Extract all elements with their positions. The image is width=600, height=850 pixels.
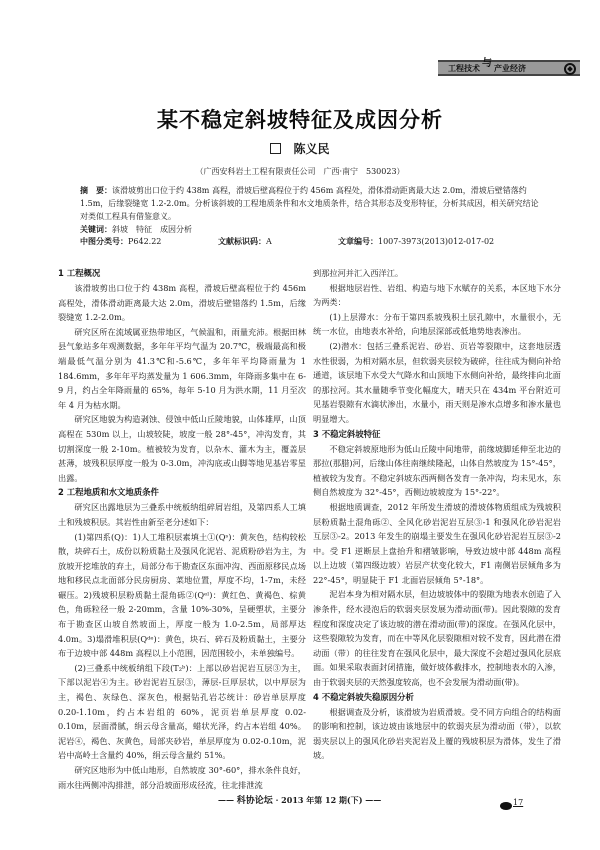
page-number-value: 17 [513, 798, 524, 807]
doc-code-label: 文献标识码： [218, 237, 266, 246]
section-heading-1: 1 工程概况 [58, 268, 101, 278]
paragraph: 研究区地貌为构造剥蚀、侵蚀中低山丘陵地貌，山体雄厚，山顶高程在 530m 以上，山坡较陡，坡度一般 28°-45°，冲沟发育，其切割深度一般 2-10m。植被较为发育，以杂木、灌木为主，覆盖层甚薄，坡残积层厚度一般为 0-3.0m，冲沟底或山脚等地见基岩零星出露。 [58, 414, 306, 483]
banner-left-text: 工程技术 [448, 63, 480, 73]
paragraph: 到那拉河并汇入西洋江。 [313, 268, 404, 278]
paragraph: 该滑坡剪出口位于约 438m 高程，滑坡后壁高程位于约 456m 高程处，滑体滑动距离最大达 2.0m，滑坡后壁错落约 1.5m，后缘裂缝宽 1.2-2.0m。 [58, 283, 306, 323]
paragraph: (1)第四系(Q)：1)人工堆积层素填土①(Qˢ)：黄灰色，结构较松散，块碎石土，成份以粉质黏土及强风化泥岩、泥质粉砂岩为主，为放坡开挖堆放的弃土，局部分布于勘查区东面冲沟、西面原移民点场地和移民点北面部分民房厨房、菜地位置，厚度不均，1-7m，未经碾压。2)残坡积层粉质黏土混角砾②(Qᵉˡ)：黄红色、黄褐色、棕黄色，角砾粒径一般 2-20mm，含量 10%-30%，呈硬塑状，主要分布于勘查区山坡自然坡面上，厚度一般为 1.0-2.5m，局部厚达 4.0m。3)塌滑堆积层(Qᵈᵉ)：黄色，块石、碎石及粉质黏土，主要分布于边坡中部 448m 高程以上小范围，因范围较小，未单独编号。 [58, 531, 306, 659]
banner-right-text: 产业经济 [494, 63, 526, 73]
section-heading-2: 2 工程地质和水文地质条件 [58, 487, 159, 498]
paragraph: 根据地质调查，2012 年所发生滑坡的滑坡体物质组成为残坡积层粉质黏土混角砾②、全风化砂岩泥岩互层③-1 和强风化砂岩泥岩互层③-2。2013 年发生的崩塌主要发生在强风化砂岩泥岩互层③-2 中。受 F1 逆断层上盘抬升和褶皱影响，导致边坡中部 448m 高程以上边坡（第四级边坡）岩层产状变化较大，F1 南侧岩层倾角多为 22°-45°，明显陡于 F1 北面岩层倾角 5°-18°。 [313, 501, 561, 585]
journal-section-banner [438, 57, 580, 76]
right-column [313, 266, 561, 763]
journal-name: 科协论坛 [236, 796, 273, 806]
keywords [80, 223, 545, 236]
paragraph: 不稳定斜坡原地形为低山丘陵中间地带，前缘坡脚延伸至北边的那拉(那腊)河，后缘山体往南继续隆起，山体自然坡度为 15°-45°，植被较为发育。不稳定斜坡东西两侧各发育一条冲沟，均未见水，东侧自然坡度为 32°-45°，西侧边坡坡度为 15°-22°。 [313, 443, 561, 498]
paragraph: 研究区地形为中低山地形，自然坡度 30°-60°，排水条件良好，雨水往两侧冲沟排泄，部分沿坡面形成径流，往北排泄流 [58, 765, 306, 790]
paragraph: 研究区出露地层为三叠系中统板纳组碎屑岩组，及第四系人工填土和残坡积层。其岩性由新至老分述如下： [58, 502, 306, 527]
author-name: 陈义民 [293, 142, 330, 156]
doc-code-value: A [266, 237, 272, 246]
abstract [80, 184, 545, 223]
journal-logo-icon [562, 61, 579, 78]
author-line [0, 140, 600, 157]
paragraph: 根据调查及分析，该滑坡为岩质滑坡。受不同方向组合的结构面的影响和控制，该边坡由该地层中的软弱夹层为滑动面（带），以软弱夹层以上的强风化砂岩夹泥岩及上覆的残坡积层为滑体，发生了滑坡。 [313, 706, 561, 761]
article-no-value: 1007-3973(2013)012-017-02 [378, 237, 495, 246]
abstract-label: 摘 要： [80, 186, 112, 195]
paragraph: (1)上层滞水：分布于第四系坡残积土层孔隙中，水量很小，无统一水位，由地表水补给，向地层深部或低地势地表渗出。 [313, 311, 561, 337]
page-footer [218, 793, 381, 806]
article-number [338, 236, 494, 247]
page-number [500, 798, 523, 810]
paragraph: 根据地层岩性、岩组、构造与地下水赋存的关系，本区地下水分为两类： [313, 282, 561, 308]
paragraph: 研究区所在流域属亚热带地区，气候温和，雨量充沛。根据田林县气象站多年观测数据，多年年平均气温为 20.7℃，极端最高和极端最低气温分别为 41.3℃和-5.6℃，多年年平均降雨量为 1 184.6mm，多年年平均蒸发量为 1 606.3mm，年降雨多集中在 6-9 月，约占全年降雨量的 65%，每年 5-10 月为洪水期，11 月至次年 4 月为枯水期。 [58, 326, 306, 410]
page-marker-icon [500, 802, 512, 810]
issue-info: · 2013 年第 12 期(下) —— [275, 795, 382, 805]
keywords-text: 斜坡 特征 成因分析 [112, 225, 192, 234]
paragraph: (2)潜水：包括三叠系泥岩、砂岩、页岩等裂隙中，这套地层透水性很弱，为相对隔水层，但软弱夹层较为破碎，往往成为侧向补给通道，该层地下水受大气降水和山顶地下水侧向补给，最终排向北面的那拉河。其水量随季节变化幅度大，晴天只在 434m 平台附近可见基岩裂隙有水滴状渗出，水量小，雨天则是渗水点增多和渗水量也明显增大。 [313, 340, 561, 424]
paragraph: (2)三叠系中统板纳组下段(T₂ᵇ)：上部以砂岩泥岩互层③为主，下部以泥岩④为主。砂岩泥岩互层③，薄层-巨厚层状，以中厚层为主，褐色、灰绿色、深灰色，根据钻孔岩芯统计：砂岩单层厚度 0.20-1.10m，约占本岩组的 60%，泥页岩单层厚度 0.02-0.10m，层面滑腻，绢云母含量高，蜡状光泽，约占本岩组 40%。泥岩④，褐色、灰黄色，局部夹砂岩，单层厚度为 0.02-0.10m，泥岩中高岭土含量约 40%，绢云母含量约 51%。 [58, 662, 306, 761]
abstract-block [80, 184, 545, 236]
clc-number [80, 236, 161, 247]
section-heading-3: 3 不稳定斜坡特征 [313, 428, 381, 439]
banner-amp-text: 与 [482, 57, 492, 69]
affiliation: （广西安科岩土工程有限责任公司 广西·南宁 530023） [195, 167, 405, 176]
document-code [218, 236, 272, 247]
clc-value: P642.22 [128, 237, 162, 246]
article-title: 某不稳定斜坡特征及成因分析 [157, 108, 443, 132]
footer-dash: —— [218, 795, 234, 805]
square-icon [270, 143, 281, 154]
paragraph: 泥岩本身为相对隔水层，但边坡坡体中的裂隙为地表水创造了入渗条件，经水浸泡后的软弱夹层发展为滑动面(带)。因此裂隙的发育程度和深度决定了该边坡的潜在滑动面(带)的深度。在强风化层中，这些裂隙较为发育，而在中等风化层裂隙相对较不发育，因此潜在滑动面（带）的往往发育在强风化层中，最大深度不会超过强风化层底面。如果采取表面封闭措施，做好坡体截排水，控制地表水的入渗，由于软弱夹层的天然强度较高，也不会发展为滑动面(带)。 [313, 589, 561, 688]
keywords-label: 关键词： [80, 225, 112, 234]
section-heading-4: 4 不稳定斜坡失稳原因分析 [313, 691, 414, 702]
abstract-text: 该滑坡剪出口位于约 438m 高程，滑坡后壁高程位于约 456m 高程处，滑体滑动距离最大达 2.0m，滑坡后壁错落约 1.5m，后缘裂缝宽 1.2-2.0m。分析该斜坡的工程地质条件和水文地质条件，结合其形态及变形特征，分析其成因，相关研究结论对类似工程具有借鉴意义。 [80, 186, 539, 221]
left-column [58, 266, 306, 792]
clc-label: 中图分类号： [80, 237, 128, 246]
article-no-label: 文章编号： [338, 237, 378, 246]
